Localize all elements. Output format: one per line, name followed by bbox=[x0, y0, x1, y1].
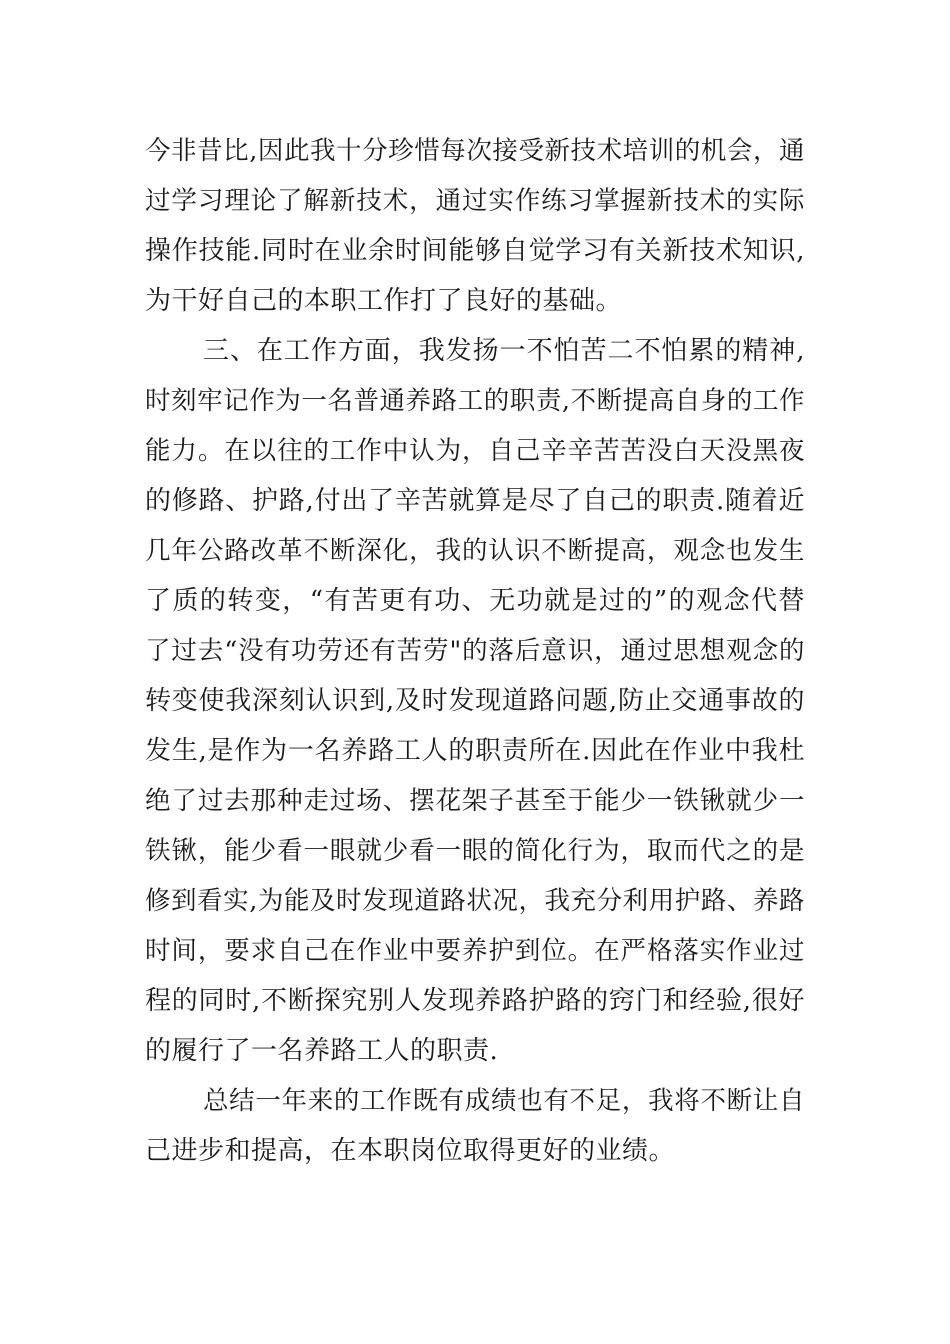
document-body bbox=[145, 126, 805, 1176]
text-line: 为干好自己的本职工作打了良好的基础。 bbox=[145, 286, 623, 316]
text-line: 的修路、护路,付出了辛苦就算是尽了自己的职责.随着近 bbox=[145, 486, 805, 516]
text-line: 己进步和提高，在本职岗位取得更好的业绩。 bbox=[145, 1136, 676, 1166]
text-line: 能力。在以往的工作中认为，自己辛辛苦苦没白天没黑夜 bbox=[145, 436, 805, 466]
text-line: 时间，要求自己在作业中要养护到位。在严格落实作业过 bbox=[145, 936, 805, 966]
text-line: 时刻牢记作为一名普通养路工的职责,不断提高自身的工作 bbox=[145, 386, 805, 416]
text-line: 铁锹，能少看一眼就少看一眼的简化行为，取而代之的是 bbox=[145, 836, 805, 866]
text-line: 发生,是作为一名养路工人的职责所在.因此在作业中我杜 bbox=[145, 736, 805, 766]
text-line: 过学习理论了解新技术，通过实作练习掌握新技术的实际 bbox=[145, 186, 805, 216]
text-line: 今非昔比,因此我十分珍惜每次接受新技术培训的机会，通 bbox=[145, 136, 805, 166]
text-line: 操作技能.同时在业余时间能够自觉学习有关新技术知识, bbox=[145, 236, 805, 266]
paragraph-first-line: 总结一年来的工作既有成绩也有不足，我将不断让自 bbox=[203, 1086, 805, 1116]
text-line: 了过去“没有功劳还有苦劳"的落后意识，通过思想观念的 bbox=[145, 636, 805, 666]
paragraph-first-line: 三、在工作方面，我发扬一不怕苦二不怕累的精神, bbox=[203, 336, 805, 366]
text-line: 转变使我深刻认识到,及时发现道路问题,防止交通事故的 bbox=[145, 686, 805, 716]
text-line: 的履行了一名养路工人的职责. bbox=[145, 1036, 499, 1066]
text-line: 程的同时,不断探究别人发现养路护路的窍门和经验,很好 bbox=[145, 986, 805, 1016]
text-line: 了质的转变，“有苦更有功、无功就是过的”的观念代替 bbox=[145, 586, 805, 616]
text-line: 修到看实,为能及时发现道路状况，我充分利用护路、养路 bbox=[145, 886, 805, 916]
text-line: 绝了过去那种走过场、摆花架子甚至于能少一铁锹就少一 bbox=[145, 786, 805, 816]
text-line: 几年公路改革不断深化，我的认识不断提高，观念也发生 bbox=[145, 536, 805, 566]
